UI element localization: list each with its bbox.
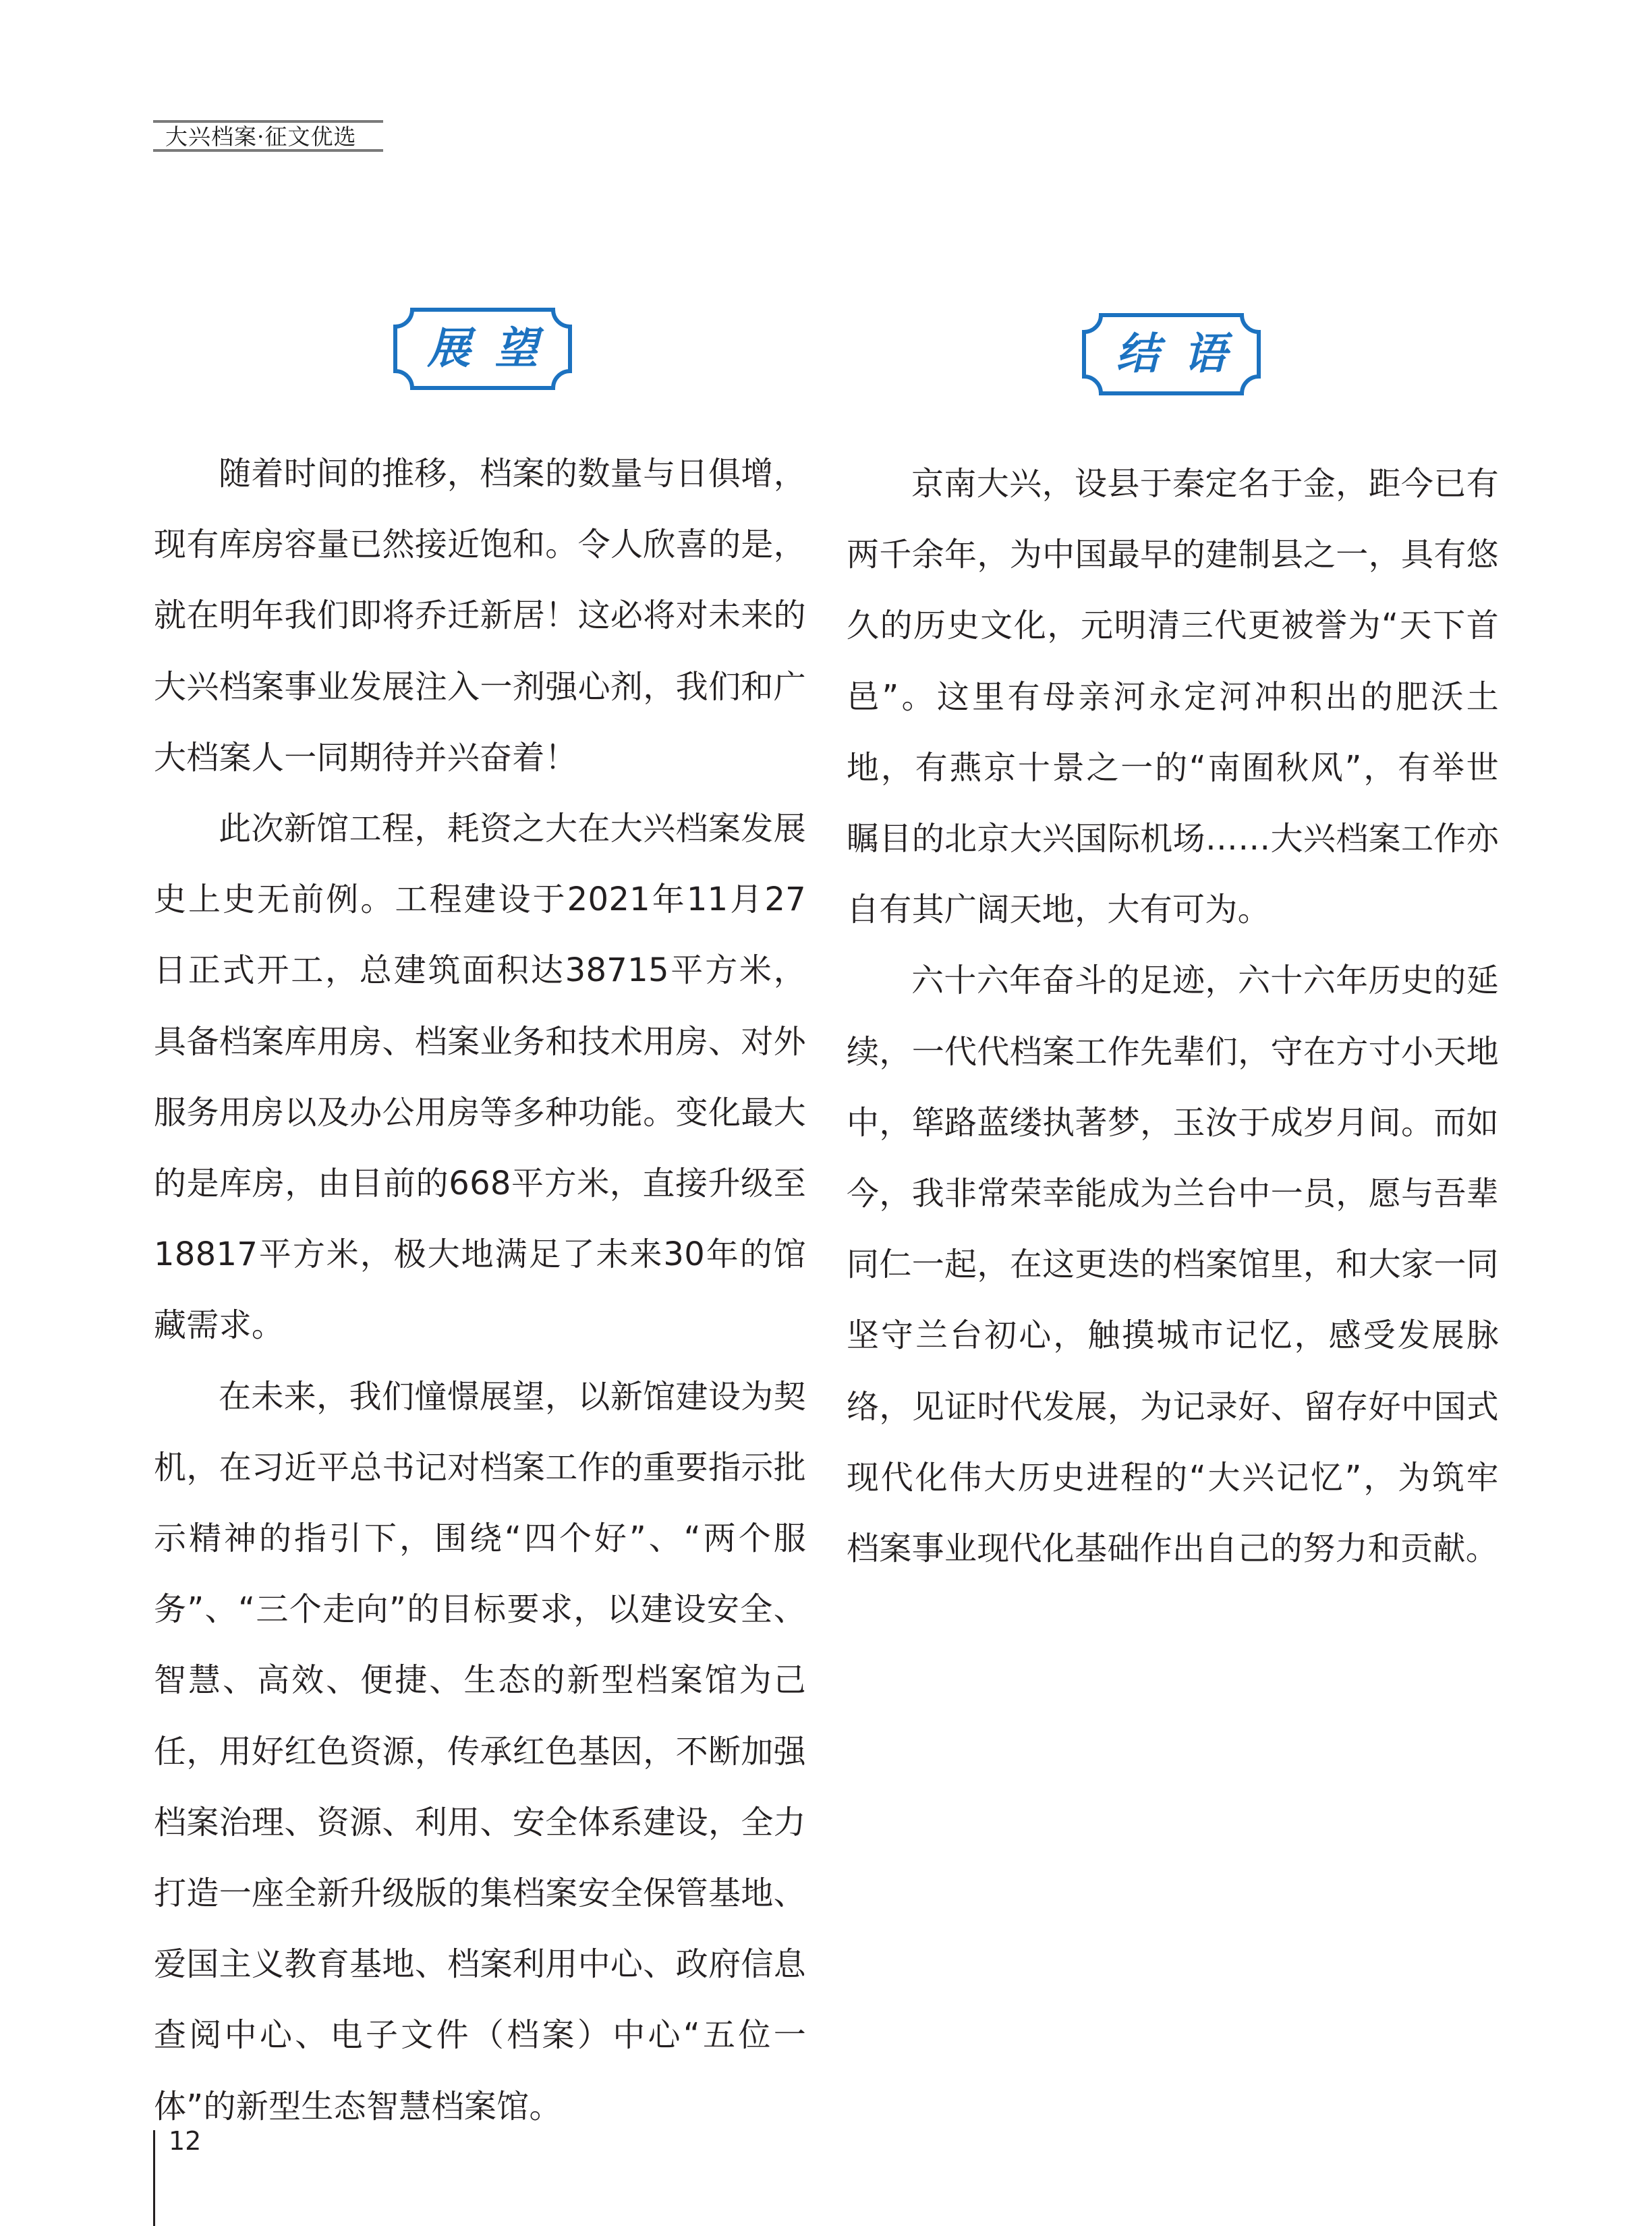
section-heading-conclusion: 结语 bbox=[1116, 329, 1251, 379]
section-heading-box-conclusion bbox=[1082, 313, 1261, 395]
page-number: 12 bbox=[169, 2126, 202, 2156]
section-heading-outlook: 展望 bbox=[427, 323, 563, 374]
paragraph: 此次新馆工程，耗资之大在大兴档案发展史上史无前例。工程建设于2021年11月27日正式开工，总建筑面积达38715平方米，具备档案库用房、档案业务和技术用房、对外服务用房以及办公用房等多种功能。变化最大的是库房，由目前的668平方米，直接升级至18817平方米，极大地满足了未来30年的馆藏需求。 bbox=[154, 810, 806, 1345]
folio-rule bbox=[153, 2130, 155, 2226]
section-heading-box-outlook bbox=[393, 308, 572, 390]
paragraph: 在未来，我们憧憬展望，以新馆建设为契机，在习近平总书记对档案工作的重要指示批示精神的指引下，围绕“四个好”、“两个服务”、“三个走向”的目标要求，以建设安全、智慧、高效、便捷、生态的新型档案馆为己任，用好红色资源，传承红色基因，不断加强档案治理、资源、利用、安全体系建设，全力打造一座全新升级版的集档案安全保管基地、爱国主义教育基地、档案利用中心、政府信息查阅中心、电子文件（档案）中心“五位一体”的新型生态智慧档案馆。 bbox=[154, 1377, 806, 2125]
column-conclusion bbox=[847, 449, 1499, 1584]
paragraph: 京南大兴，设县于秦定名于金，距今已有两千余年，为中国最早的建制县之一，具有悠久的历史文化，元明清三代更被誉为“天下首邑”。这里有母亲河永定河冲积出的肥沃土地，有燕京十景之一的“南囿秋风”，有举世瞩目的北京大兴国际机场……大兴档案工作亦自有其广阔天地，大有可为。 bbox=[847, 465, 1499, 929]
running-head-text: 大兴档案·征文优选 bbox=[165, 123, 357, 150]
paragraph: 随着时间的推移，档案的数量与日俱增，现有库房容量已然接近饱和。令人欣喜的是，就在明年我们即将乔迁新居！这必将对未来的大兴档案事业发展注入一剂强心剂，我们和广大档案人一同期待并兴奋着！ bbox=[154, 455, 806, 777]
paragraph: 六十六年奋斗的足迹，六十六年历史的延续，一代代档案工作先辈们，守在方寸小天地中，筚路蓝缕执著梦，玉汝于成岁月间。而如今，我非常荣幸能成为兰台中一员，愿与吾辈同仁一起，在这更迭的档案馆里，和大家一同坚守兰台初心，触摸城市记忆，感受发展脉络，见证时代发展，为记录好、留存好中国式现代化伟大历史进程的“大兴记忆”，为筑牢档案事业现代化基础作出自己的努力和贡献。 bbox=[847, 962, 1499, 1568]
running-head bbox=[153, 120, 383, 152]
column-outlook bbox=[154, 439, 806, 2142]
